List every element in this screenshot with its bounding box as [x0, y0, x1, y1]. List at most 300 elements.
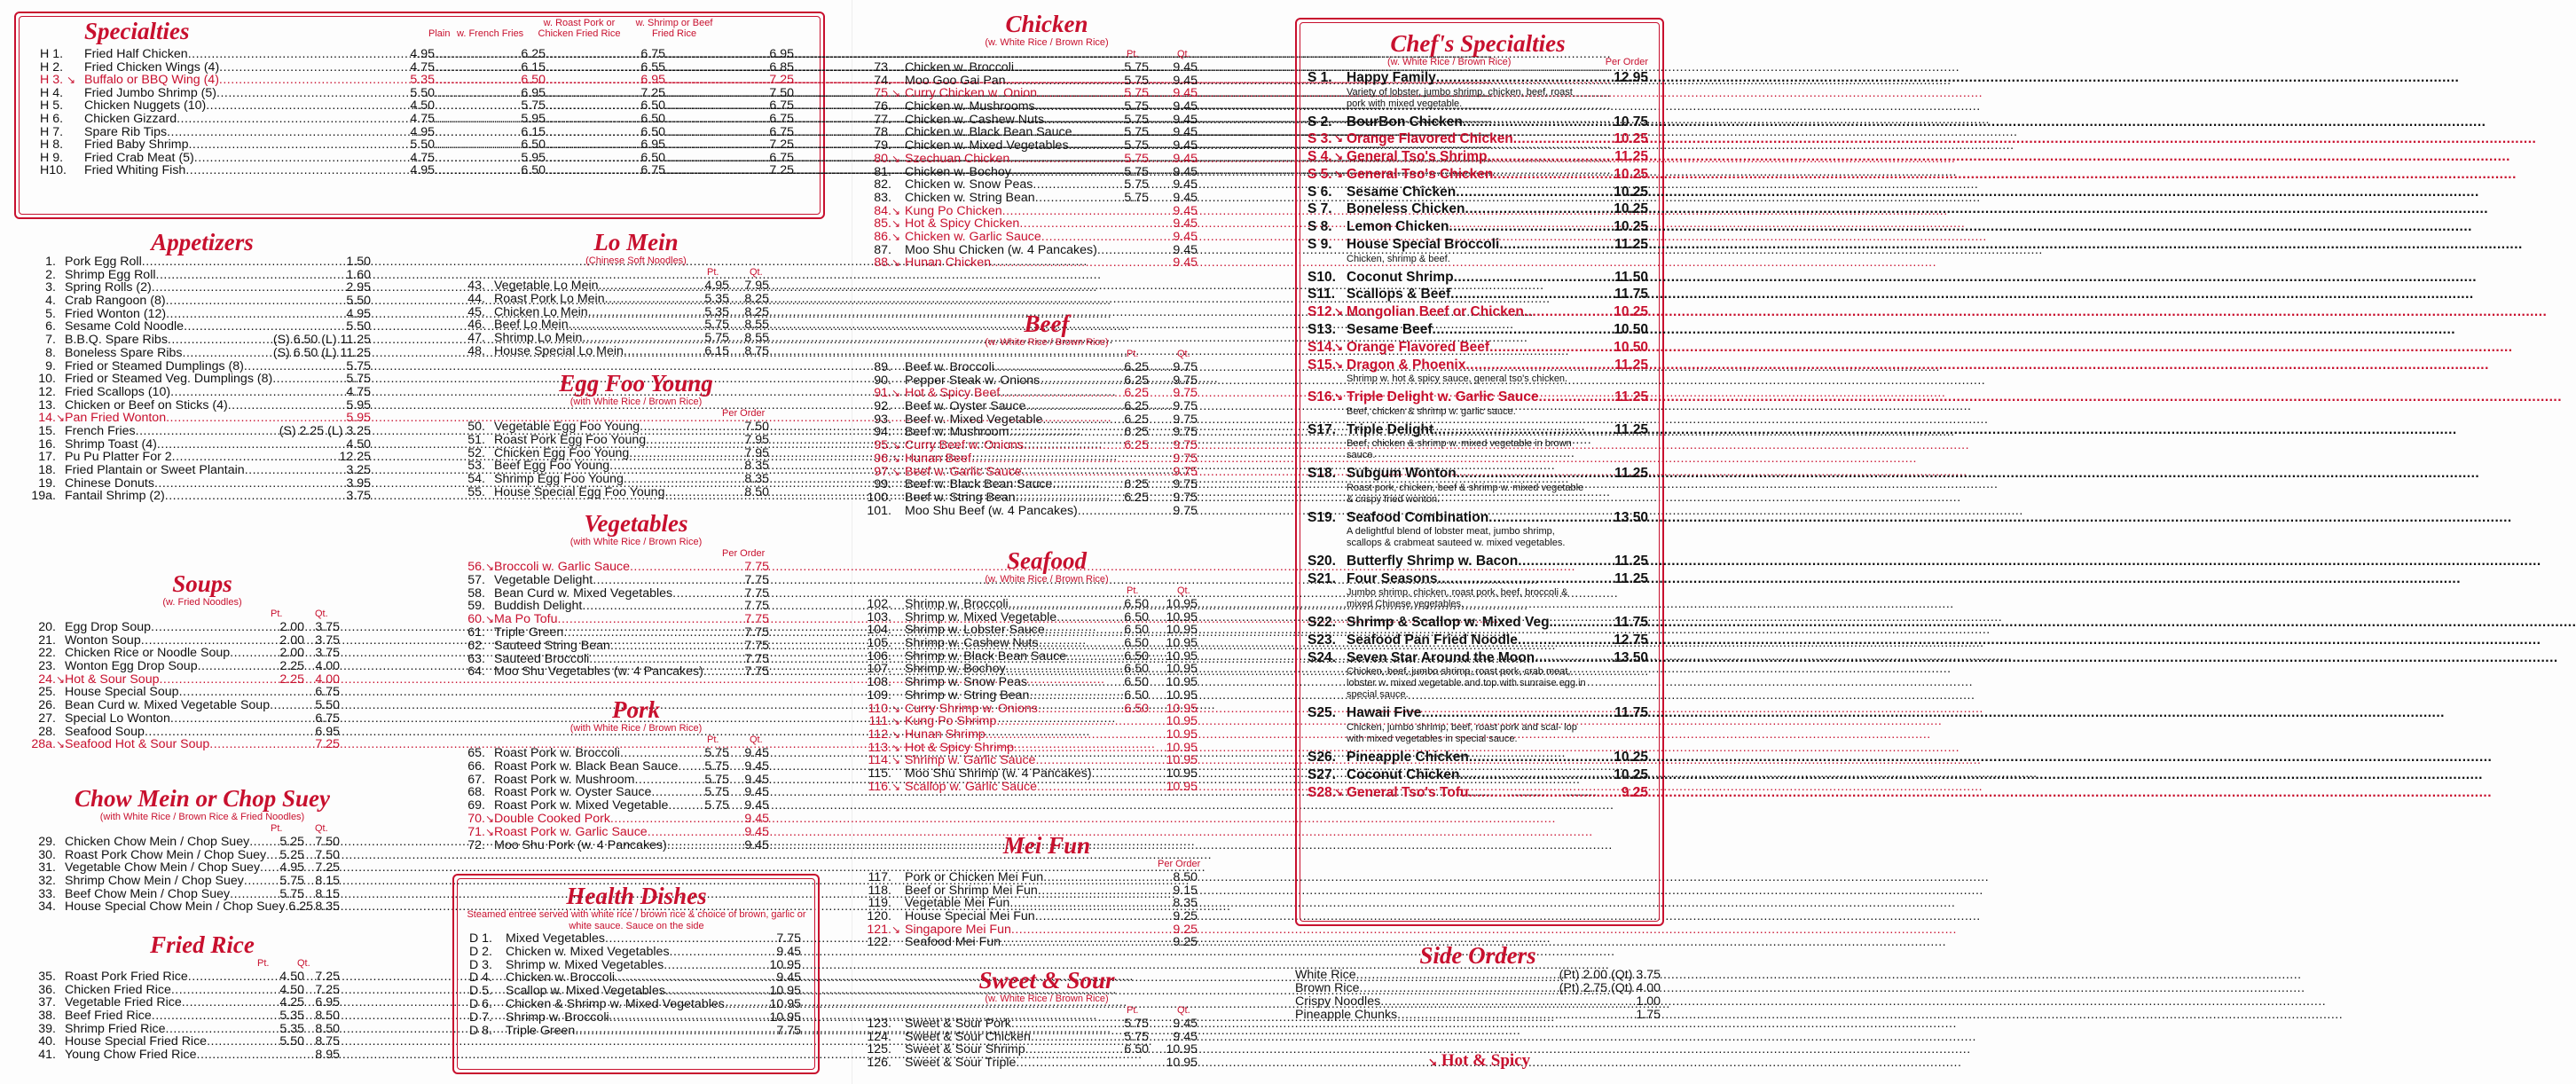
- item-line: [546, 113, 665, 126]
- menu-item: [454, 799, 818, 813]
- item-line: [905, 884, 1198, 898]
- menu-item: [865, 897, 1229, 910]
- item-line: [1295, 969, 1661, 982]
- menu-item: [865, 611, 1229, 624]
- item-line: [905, 192, 1149, 205]
- eggfoo-column-headers: [454, 408, 818, 420]
- item-name: Fried or Steamed Veg. Dumplings (8): [65, 372, 273, 387]
- item-price: 11.25: [1614, 421, 1648, 437]
- item-price-1: 6.50: [521, 73, 546, 88]
- item-price-quart: 9.45: [1173, 1029, 1198, 1044]
- menu-item: [25, 477, 380, 491]
- item-price-1: 5.95: [521, 150, 546, 165]
- soups-title: Soups: [172, 570, 232, 597]
- item-price: 10.95: [769, 957, 801, 972]
- item-price: 7.95: [744, 432, 769, 447]
- item-number: S20.: [1308, 554, 1336, 569]
- menu-item: [466, 1025, 807, 1038]
- item-line: [435, 138, 546, 152]
- item-price-quart: 6.75: [315, 685, 340, 700]
- item-name: Pineapple Chicken: [1347, 749, 1469, 765]
- item-number: S 6.: [1308, 184, 1332, 200]
- item-number: 82.: [874, 177, 891, 192]
- menu-item: [40, 113, 794, 126]
- item-price-1: 6.15: [521, 59, 546, 75]
- item-price-quart: 9.45: [1173, 138, 1198, 153]
- item-line: [546, 152, 665, 165]
- item-price-3: 6.75: [769, 124, 794, 139]
- item-number: S26.: [1308, 749, 1336, 765]
- item-number: 32.: [38, 874, 56, 889]
- item-price-quart: 7.50: [315, 835, 340, 849]
- leader-dots: [260, 861, 279, 875]
- menu-item: [865, 413, 1229, 427]
- menu-item: [25, 984, 380, 997]
- item-number: H 6.: [40, 111, 64, 126]
- leader-dots: [1035, 100, 1125, 114]
- leader-dots: [1553, 614, 1614, 632]
- item-price-quart: 9.75: [1173, 438, 1198, 453]
- item-price-pint: 5.75: [1124, 60, 1149, 75]
- item-price-quart: 3.75: [315, 632, 340, 648]
- item-number: S16.: [1308, 389, 1336, 405]
- menu-item: [865, 256, 1229, 270]
- item-price: 8.35: [1173, 896, 1198, 911]
- item-name: Hawaii Five: [1347, 705, 1422, 721]
- leader-dots: [435, 138, 521, 152]
- friedrice-title: Fried Rice: [150, 931, 255, 958]
- item-number: H 2.: [40, 59, 64, 75]
- item-line: [84, 126, 435, 139]
- item-line: [905, 871, 1198, 884]
- menu-item: [1308, 184, 1648, 201]
- menu-item: [865, 871, 1229, 884]
- item-line: [665, 152, 794, 165]
- item-line: [494, 447, 769, 460]
- menu-item: [865, 624, 1229, 637]
- seafood-header-0: Pt.: [1127, 585, 1139, 596]
- menu-item: [865, 126, 1229, 139]
- leader-dots: [188, 138, 410, 152]
- menu-item: [25, 1023, 380, 1036]
- seafood-header-1: Qt.: [1177, 585, 1190, 596]
- item-line: [905, 413, 1149, 427]
- chili-pepper-icon: ↘: [1334, 390, 1344, 404]
- item-line: [905, 231, 1149, 244]
- item-number: 85.: [874, 216, 891, 232]
- leader-dots: [219, 61, 410, 75]
- item-price-pint: 5.75: [1124, 112, 1149, 127]
- item-number: H 8.: [40, 137, 64, 153]
- item-name: Broccoli w. Garlic Sauce: [494, 560, 630, 574]
- item-number: 2.: [45, 267, 56, 282]
- item-line: [84, 113, 435, 126]
- menu-item: [466, 932, 807, 946]
- item-line: [494, 434, 769, 447]
- leader-dots: [1535, 649, 1614, 667]
- item-line: [65, 849, 304, 862]
- leader-dots: [1044, 114, 1124, 127]
- item-line: [494, 587, 769, 601]
- item-price-quart: 4.00: [315, 672, 340, 687]
- item-number: 4.: [45, 294, 56, 309]
- item-number: 117.: [868, 870, 891, 884]
- leader-dots: [1001, 936, 1173, 949]
- chef-item: [1308, 269, 1648, 287]
- item-price-quart: 8.55: [744, 318, 769, 333]
- chef-item: [1308, 357, 1648, 386]
- chili-pepper-icon: ↘: [1334, 357, 1344, 371]
- leader-dots: [1454, 269, 1615, 287]
- item-line: [905, 114, 1149, 127]
- item-name: Chicken Egg Foo Young: [494, 445, 630, 460]
- leader-dots: [1006, 75, 1125, 88]
- item-number: S 4.: [1308, 149, 1332, 165]
- item-price-pint: 6.25: [1124, 386, 1149, 401]
- item-name: Kung Po Chicken: [905, 203, 1002, 218]
- item-price-quart: 10.95: [1166, 701, 1198, 716]
- eggfoo-subtitle: (with White Rice / Brown Rice): [569, 397, 703, 407]
- leader-dots: [228, 399, 347, 412]
- item-line: [905, 897, 1198, 910]
- item-line: [905, 87, 1149, 100]
- item-number: 17.: [38, 450, 56, 465]
- meifun-title: Mei Fun: [1002, 832, 1091, 859]
- chicken-column-headers: [865, 49, 1229, 61]
- item-price-quart: 7.25: [315, 982, 340, 997]
- item-line: [905, 491, 1149, 505]
- menu-item: [1308, 749, 1648, 766]
- item-line: [665, 74, 794, 87]
- item-name: Shrimp w. Broccoli: [905, 597, 1009, 611]
- leader-dots: [435, 99, 521, 113]
- menu-item: [454, 332, 818, 345]
- item-price-pint: 6.50: [1124, 609, 1149, 624]
- leader-dots: [1465, 200, 1614, 218]
- item-price: 8.35: [744, 472, 769, 487]
- item-name: Mongolian Beef or Chicken: [1347, 304, 1524, 320]
- chicken-header-0: Pt.: [1127, 49, 1139, 59]
- item-line: [65, 373, 371, 386]
- item-name: Shrimp & Scallop w. Mixed Veg.: [1347, 615, 1553, 631]
- item-number: 84.: [874, 203, 891, 218]
- item-line: [494, 345, 729, 358]
- item-line: [84, 61, 435, 75]
- item-price-quart: 9.45: [1173, 203, 1198, 218]
- item-number: 88.: [874, 255, 891, 271]
- item-number: D 5.: [468, 984, 492, 999]
- leader-dots: [678, 760, 704, 774]
- menu-item: [454, 587, 818, 601]
- item-name: Sesame Cold Noodle: [65, 319, 185, 334]
- leader-dots: [1009, 598, 1125, 611]
- menu-item: [454, 760, 818, 774]
- item-price: 7.75: [744, 599, 769, 614]
- item-price-pint: 6.50: [1124, 636, 1149, 651]
- item-number: 29.: [38, 835, 56, 849]
- item-line: [65, 621, 304, 634]
- item-price-quart: 10.95: [1166, 662, 1198, 677]
- item-price: (S) 2.25 (L) 3.25: [279, 423, 371, 438]
- chicken-subtitle: (w. White Rice / Brown Rice): [985, 37, 1109, 48]
- item-number: S22.: [1308, 615, 1336, 631]
- item-name: Szechuan Chicken: [905, 151, 1010, 166]
- item-description: Variety of lobster, jumbo shrimp, chicken, beef, roast pork with mixed vegetable.: [1347, 86, 1573, 109]
- item-number: H 3.: [40, 73, 64, 88]
- item-price-quart: 9.45: [1173, 151, 1198, 166]
- item-description: Chicken, jumbo shrimp, beef, roast pork and scal- lop with mixed vegetables in special sauce.: [1347, 721, 1577, 744]
- leader-dots: [159, 673, 279, 687]
- item-price: 13.50: [1614, 649, 1648, 665]
- menu-item: [25, 1049, 380, 1062]
- item-name: Crab Rangoon (8): [65, 294, 166, 309]
- chef-item: [1308, 148, 1648, 166]
- item-line: [494, 760, 729, 774]
- item-name: Chicken Lo Mein: [494, 304, 588, 319]
- item-name: Vegetable Mei Fun: [905, 896, 1010, 911]
- item-line: [905, 1057, 1149, 1070]
- item-name: Chinese Donuts: [65, 475, 154, 491]
- item-price: 11.25: [1614, 237, 1648, 253]
- item-line: [546, 74, 665, 87]
- item-price-pint: 5.35: [279, 1009, 304, 1024]
- leader-dots: [665, 164, 769, 177]
- chili-pepper-icon: ↘: [1428, 1056, 1438, 1068]
- menu-item: [865, 178, 1229, 192]
- leader-dots: [665, 138, 769, 152]
- item-line: [665, 126, 794, 139]
- item-number: 38.: [38, 1009, 56, 1024]
- item-price: 7.75: [744, 585, 769, 601]
- menu-item: [454, 306, 818, 319]
- item-price-quart: 9.45: [1173, 177, 1198, 192]
- leader-dots: [588, 306, 705, 319]
- item-name: Crispy Noodles: [1295, 994, 1381, 1009]
- item-price-pint: 2.00: [279, 646, 304, 661]
- item-price-pint: 6.25: [1124, 399, 1149, 414]
- item-name: Lemon Chicken: [1347, 219, 1449, 235]
- menu-item: [25, 1035, 380, 1049]
- chili-pepper-icon: ↘: [891, 754, 901, 767]
- item-price-1: 6.95: [521, 85, 546, 100]
- item-name: Curry Shrimp w. Onions: [905, 701, 1038, 716]
- sweet-sour-section: [865, 967, 1229, 1070]
- item-line: [506, 985, 801, 998]
- item-price-pint: 5.75: [704, 798, 729, 813]
- item-name: Chicken or Beef on Sticks (4): [65, 397, 228, 412]
- item-number: 9.: [45, 358, 56, 373]
- menu-item: [865, 439, 1229, 452]
- menu-item: [454, 345, 818, 358]
- item-line: [1347, 749, 1648, 766]
- item-number: H10.: [40, 163, 67, 178]
- leader-dots: [1457, 465, 1614, 483]
- leader-dots: [665, 985, 770, 998]
- item-number: D 1.: [468, 931, 492, 946]
- chili-pepper-icon: ↘: [1334, 785, 1344, 798]
- item-price-quart: 9.45: [1173, 125, 1198, 140]
- item-price-1: 6.50: [521, 137, 546, 153]
- item-name: Chicken w. Broccoli: [506, 970, 616, 986]
- leader-dots: [1524, 303, 1614, 321]
- leader-dots: [651, 786, 704, 799]
- menu-item: [865, 452, 1229, 466]
- item-number: 79.: [874, 138, 891, 153]
- item-line: [494, 613, 769, 626]
- leader-dots: [435, 152, 521, 165]
- item-price-quart: 7.25: [315, 970, 340, 984]
- sweetsour-header-0: Pt.: [1127, 1005, 1139, 1016]
- menu-item: [454, 460, 818, 473]
- item-price-pint: 5.75: [704, 758, 729, 774]
- leader-dots: [1513, 130, 1614, 148]
- chili-pepper-icon: ↘: [891, 387, 901, 400]
- item-line: [1347, 357, 1648, 374]
- chili-pepper-icon: ↘: [891, 217, 901, 231]
- menu-item: [865, 1031, 1229, 1044]
- item-name: Hunan Shrimp: [905, 727, 986, 742]
- item-line: [435, 74, 546, 87]
- leader-dots: [610, 640, 744, 653]
- egg-foo-young-section: [454, 370, 818, 499]
- item-description: Shrimp w. hot & spicy sauce, general tso's chicken.: [1347, 373, 1568, 385]
- item-name: Seven Star Around the Moon: [1347, 649, 1535, 665]
- item-line: [506, 998, 801, 1011]
- item-name: Hot & Spicy Shrimp: [905, 740, 1014, 755]
- item-price-3: 7.25: [769, 73, 794, 88]
- leader-dots: [207, 1035, 279, 1049]
- item-number: S 9.: [1308, 237, 1332, 253]
- menu-item: [466, 971, 807, 985]
- item-price-quart: 8.15: [315, 874, 340, 889]
- menu-item: [1308, 421, 1648, 439]
- item-number: 67.: [467, 772, 485, 787]
- chili-pepper-icon: ↘: [1334, 340, 1344, 353]
- item-price: 3.95: [346, 475, 371, 491]
- item-line: [1347, 286, 1648, 303]
- item-line: [494, 640, 769, 653]
- item-name: Beef Fried Rice: [65, 1009, 152, 1024]
- per-order-header: Per Order: [1605, 57, 1648, 67]
- item-number: 30.: [38, 847, 56, 862]
- item-line: [65, 634, 304, 648]
- menu-item: [1308, 632, 1648, 649]
- item-name: Sesame Beef: [1347, 321, 1433, 337]
- item-price-pint: 4.50: [279, 970, 304, 984]
- item-price-pint: 5.75: [279, 886, 304, 901]
- chili-pepper-icon: ↘: [56, 412, 66, 425]
- item-price-quart: 8.50: [315, 1009, 340, 1024]
- menu-item: [1308, 614, 1648, 632]
- item-line: [905, 387, 1149, 400]
- chili-pepper-icon: ↘: [891, 439, 901, 452]
- item-price: 9.25: [1621, 784, 1648, 800]
- menu-item: [454, 826, 818, 839]
- menu-item: [1308, 553, 1648, 570]
- item-name: Fried Jumbo Shrimp (5): [84, 85, 217, 100]
- item-name: Beef w. Black Bean Sauce: [905, 477, 1053, 492]
- item-price-quart: 8.55: [744, 331, 769, 346]
- item-name: Seafood Soup: [65, 724, 145, 739]
- item-price-pint: 4.95: [279, 860, 304, 876]
- item-number: 72.: [467, 837, 485, 852]
- item-line: [905, 139, 1149, 153]
- leader-dots: [1019, 217, 1149, 231]
- vegetables-section: [454, 510, 818, 679]
- item-name: Moo Goo Gai Pan: [905, 73, 1006, 88]
- item-line: [65, 699, 304, 712]
- leader-dots: [668, 799, 704, 813]
- item-line: [1347, 166, 1648, 184]
- item-line: [65, 386, 371, 399]
- item-number: 47.: [467, 331, 485, 346]
- item-price-quart: 10.95: [1166, 753, 1198, 768]
- menu-item: [1308, 114, 1648, 131]
- menu-item: [25, 900, 380, 914]
- item-line: [65, 477, 371, 491]
- leader-dots: [546, 113, 640, 126]
- item-price-pint: 4.25: [279, 995, 304, 1010]
- leader-dots: [665, 152, 769, 165]
- item-price-quart: 8.95: [315, 1048, 340, 1063]
- leader-dots: [152, 1009, 280, 1023]
- item-name: Sweet & Sour Shrimp: [905, 1042, 1025, 1057]
- item-line: [494, 826, 729, 839]
- item-number: H 9.: [40, 150, 64, 165]
- item-number: 57.: [467, 572, 485, 587]
- chef-item: [1308, 166, 1648, 184]
- item-number: 100.: [867, 490, 891, 505]
- item-number: S 7.: [1308, 201, 1332, 217]
- leader-dots: [605, 932, 776, 946]
- item-price: 4.95: [346, 306, 371, 321]
- item-line: [494, 318, 729, 332]
- leader-dots: [1066, 650, 1124, 664]
- item-name: Fried Wonton (12): [65, 306, 167, 321]
- item-line: [905, 703, 1149, 716]
- leader-dots: [1035, 192, 1125, 205]
- chili-pepper-icon: ↘: [1334, 167, 1344, 180]
- leader-dots: [634, 774, 704, 787]
- item-description: Roast pork, chicken, beef & shrimp w. mixed vegetable & crispy fried wonton.: [1347, 482, 1584, 505]
- item-number: S19.: [1308, 509, 1336, 525]
- item-price-pint: 5.75: [279, 874, 304, 889]
- item-line: [65, 490, 371, 503]
- menu-item: [454, 574, 818, 587]
- pork-subtitle: (with White Rice / Brown Rice): [569, 723, 703, 734]
- item-price-pint: 5.25: [279, 847, 304, 862]
- leader-dots: [558, 613, 745, 626]
- item-price: 10.25: [1614, 749, 1648, 765]
- item-line: [84, 48, 435, 61]
- item-line: [494, 653, 769, 666]
- soups-column-headers: [25, 609, 380, 621]
- item-name: Fried Whiting Fish: [84, 163, 186, 178]
- item-price: 1.00: [1636, 994, 1661, 1009]
- item-number: 74.: [874, 73, 891, 88]
- item-line: [65, 1035, 304, 1049]
- menu-item: [865, 75, 1229, 88]
- item-price: 4.75: [346, 384, 371, 399]
- menu-item: [1308, 236, 1648, 254]
- item-price-2: 6.95: [640, 137, 665, 153]
- item-price-pint: 6.25: [1124, 477, 1149, 492]
- item-price-quart: 9.75: [1173, 360, 1198, 374]
- item-line: [905, 650, 1149, 664]
- item-name: Roast Pork w. Garlic Sauce: [494, 824, 648, 839]
- item-number: 113.: [868, 740, 891, 755]
- leader-dots: [141, 634, 280, 648]
